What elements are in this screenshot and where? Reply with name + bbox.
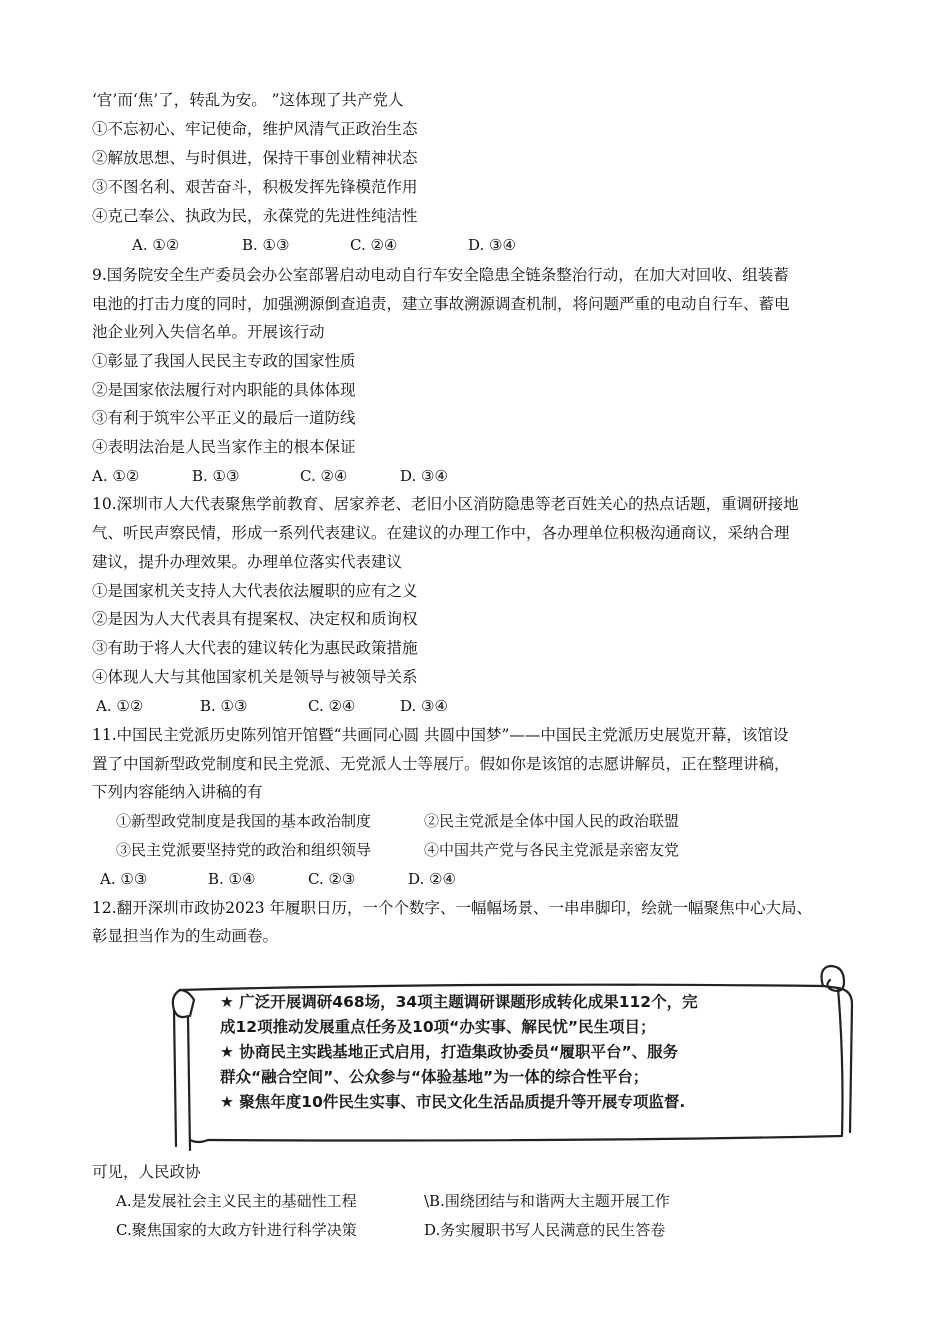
q8-option-a[interactable]: A. ①② [132, 236, 180, 254]
q8-options [132, 235, 516, 255]
q11-option-b[interactable]: B. ①④ [208, 870, 256, 888]
scroll-line-4: 群众“融合空间”、公众参与“体验基地”为一体的综合性平台； [220, 1068, 649, 1086]
q11-stem-line-3: 下列内容能纳入讲稿的有 [92, 783, 263, 801]
q11-item-3: ③民主党派要坚持党的政治和组织领导 [116, 841, 372, 859]
q8-item-2: ②解放思想、与时俱进，保持干事创业精神状态 [92, 149, 418, 167]
scroll-line-2: 成12项推动发展重点任务及10项“办实事、解民忧”民生项目； [220, 1018, 656, 1036]
q11-option-a[interactable]: A. ①③ [100, 870, 148, 888]
q9-item-1: ①彰显了我国人民民主专政的国家性质 [92, 352, 356, 370]
q9-option-c[interactable]: C. ②④ [300, 467, 348, 485]
scroll-text [220, 990, 840, 1115]
q9-option-a[interactable]: A. ①② [92, 467, 140, 485]
scroll-line-1: ★ 广泛开展调研468场，34项主题调研课题形成转化成果112个，完 [220, 993, 698, 1011]
q10-item-1: ①是国家机关支持人大代表依法履职的应有之义 [92, 582, 418, 600]
q11-stem-line-1: 11.中国民主党派历史陈列馆开馆暨“共画同心圆 共圆中国梦”——中国民主党派历史展览开幕，该馆设 [92, 726, 789, 744]
q10-stem-line-2: 气、听民声察民情，形成一系列代表建议。在建议的办理工作中，各办理单位积极沟通商议，采纳合理 [92, 524, 790, 542]
q9-stem-line-1: 9.国务院安全生产委员会办公室部署启动电动自行车安全隐患全链条整治行动，在加大对回收、组装蓄 [92, 266, 789, 284]
q9-options [92, 466, 448, 486]
q10-item-4: ④体现人大与其他国家机关是领导与被领导关系 [92, 668, 418, 686]
q8-item-4: ④克己奉公、执政为民，永葆党的先进性纯洁性 [92, 207, 418, 225]
q12-question: 可见，人民政协 [92, 1163, 201, 1181]
q12-option-d[interactable]: D.务实履职书写人民满意的民生答卷 [424, 1221, 666, 1239]
q9-item-4: ④表明法治是人民当家作主的根本保证 [92, 438, 356, 456]
q10-item-3: ③有助于将人大代表的建议转化为惠民政策措施 [92, 639, 418, 657]
q8-option-c[interactable]: C. ②④ [350, 236, 398, 254]
q11-stem-line-2: 置了中国新型政党制度和民主党派、无党派人士等展厅。假如你是该馆的志愿讲解员，正在整理讲稿， [92, 755, 790, 773]
q11-option-d[interactable]: D. ②④ [408, 870, 456, 888]
q11-items-row-2 [116, 840, 679, 860]
q11-item-2: ②民主党派是全体中国人民的政治联盟 [424, 812, 680, 830]
q8-option-b[interactable]: B. ①③ [242, 236, 290, 254]
q10-item-2: ②是因为人大代表具有提案权、决定权和质询权 [92, 610, 418, 628]
q12-stem-line-2: 彰显担当作为的生动画卷。 [92, 927, 279, 945]
q12-options-row-1 [116, 1191, 670, 1211]
q12-options-row-2 [116, 1220, 665, 1240]
q10-options [96, 696, 448, 716]
q11-options [100, 869, 456, 889]
q12-option-c[interactable]: C.聚焦国家的大政方针进行科学决策 [116, 1221, 357, 1239]
q10-option-c[interactable]: C. ②④ [308, 697, 356, 715]
q8-item-1: ①不忘初心、牢记使命，维护风清气正政治生态 [92, 120, 418, 138]
q9-option-d[interactable]: D. ③④ [400, 467, 448, 485]
q11-option-c[interactable]: C. ②③ [308, 870, 356, 888]
q9-stem-line-2: 电池的打击力度的同时，加强溯源倒查追责，建立事故溯源调查机制，将问题严重的电动自行车、蓄电 [92, 295, 790, 313]
q9-item-2: ②是国家依法履行对内职能的具体体现 [92, 381, 356, 399]
q8-item-3: ③不图名利、艰苦奋斗，积极发挥先锋模范作用 [92, 178, 418, 196]
q10-option-d[interactable]: D. ③④ [400, 697, 448, 715]
q11-item-1: ①新型政党制度是我国的基本政治制度 [116, 812, 372, 830]
q11-item-4: ④中国共产党与各民主党派是亲密友党 [424, 841, 680, 859]
q10-option-a[interactable]: A. ①② [96, 697, 144, 715]
q12-option-a[interactable]: A.是发展社会主义民主的基础性工程 [116, 1192, 357, 1210]
scroll-illustration [168, 960, 856, 1156]
q12-stem-line-1: 12.翻开深圳市政协2023 年履职日历，一个个数字、一幅幅场景、一串串脚印，绘就一幅聚焦中心大局、 [92, 899, 813, 917]
scroll-line-5: ★ 聚焦年度10件民生实事、市民文化生活品质提升等开展专项监督. [220, 1093, 686, 1111]
q10-option-b[interactable]: B. ①③ [200, 697, 248, 715]
q9-stem-line-3: 池企业列入失信名单。开展该行动 [92, 323, 325, 341]
q11-items-row-1 [116, 811, 679, 831]
q9-item-3: ③有利于筑牢公平正义的最后一道防线 [92, 409, 356, 427]
q8-option-d[interactable]: D. ③④ [468, 236, 516, 254]
q10-stem-line-3: 建议，提升办理效果。办理单位落实代表建议 [92, 553, 403, 571]
q12-option-b[interactable]: \B.围绕团结与和谐两大主题开展工作 [424, 1192, 670, 1210]
q9-option-b[interactable]: B. ①③ [192, 467, 240, 485]
q8-stem-end: ‘官’而‘焦’了，转乱为安。 ”这体现了共产党人 [92, 91, 404, 109]
q10-stem-line-1: 10.深圳市人大代表聚焦学前教育、居家养老、老旧小区消防隐患等老百姓关心的热点话题，重调研接地 [92, 495, 799, 513]
scroll-line-3: ★ 协商民主实践基地正式启用，打造集政协委员“履职平台”、服务 [220, 1043, 679, 1061]
